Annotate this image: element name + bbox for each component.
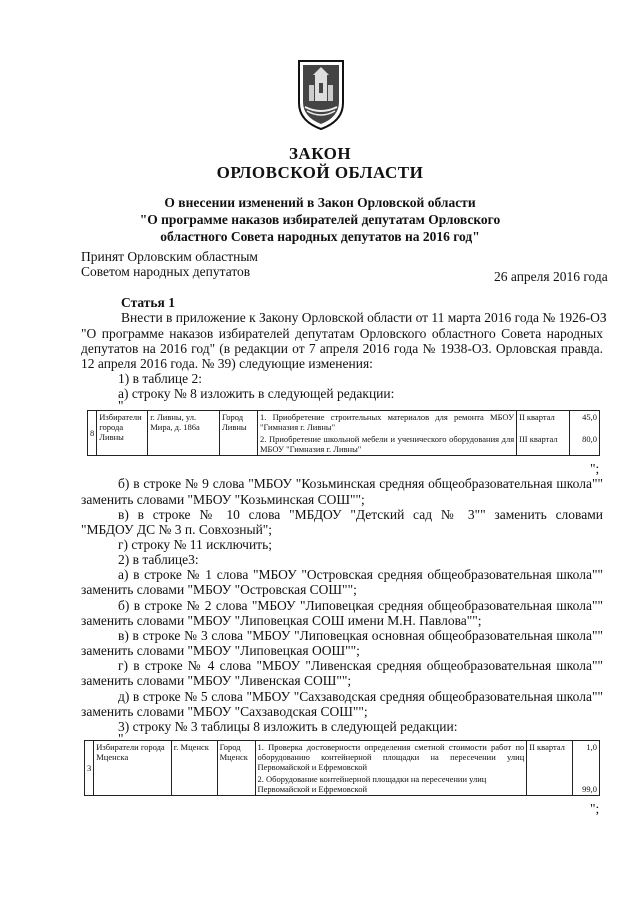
close-quote: ";: [590, 801, 600, 816]
text-line: 2) в таблице3:: [118, 552, 199, 567]
text-line: заменить словами "МБОУ "Островская СОШ"";: [81, 582, 357, 597]
text-line: б) в строке № 9 слова "МБОУ "Козьминская средняя общеобразовательная школа"": [118, 476, 603, 491]
article-line: 12 апреля 2016 года. № 39) следующие изменения:: [81, 356, 373, 371]
place-cell: Город Мценск: [217, 741, 255, 796]
amount-cell: 99,0: [573, 773, 600, 796]
law-title: ЗАКОН: [288, 144, 352, 163]
row-number: 3: [85, 741, 94, 796]
quarter-cell: II квартал: [517, 411, 570, 434]
place-cell: Город Ливны: [220, 411, 258, 456]
text-line: "МБДОУ ДС № 3 п. Совхозный";: [81, 522, 273, 537]
text-line: в) в строке № 3 слова "МБОУ "Липовецкая основная общеобразовательная школа"": [118, 628, 603, 643]
amount-cell: 80,0: [570, 433, 600, 456]
adoption-line-2: Советом народных депутатов: [81, 264, 251, 279]
text-line: заменить словами "МБОУ "Ливенская СОШ"";: [81, 673, 352, 688]
open-quote: ": [118, 398, 124, 413]
subtitle-line: областного Совета народных депутатов на 2016 год": [160, 229, 480, 244]
text-line: г) в строке № 4 слова "МБОУ "Ливенская средняя общеобразовательная школа"": [118, 658, 603, 673]
work-cell: 1. Проверка достоверности определения сметной стоимости работ по оборудованию контейнерной площадки на пересечении улиц Первомайской и Ефремовской: [255, 741, 527, 774]
article-line: Внести в приложение к Закону Орловской области от 11 марта 2016 года № 1926-ОЗ: [121, 310, 607, 325]
item-1a: а) строку № 8 изложить в следующей редакции:: [118, 386, 395, 401]
text-line: в) в строке № 10 слова "МБДОУ "Детский сад № 3"" заменить словами: [118, 507, 603, 522]
text-line: г) строку № 11 исключить;: [118, 537, 272, 552]
text-line: заменить словами "МБОУ "Козьминская СОШ"";: [81, 492, 365, 507]
article-line: депутатов на 2016 год" (в редакции от 7 апреля 2016 года № 1938-ОЗ. Орловская правда.: [81, 341, 603, 356]
voters-cell: Избиратели города Мценска: [94, 741, 172, 796]
article-line: "О программе наказов избирателей депутатам Орловского областного Совета народных: [81, 326, 603, 341]
text-line: 3) строку № 3 таблицы 8 изложить в следующей редакции:: [118, 719, 458, 734]
coat-of-arms-emblem: [293, 57, 349, 132]
work-cell: 2. Оборудование контейнерной площадки на пересечении улиц Первомайской и Ефремовской: [255, 773, 527, 796]
table-2-row-8: [87, 410, 600, 456]
quarter-cell: II квартал: [527, 741, 573, 774]
adoption-date: 26 апреля 2016 года: [494, 269, 608, 284]
law-subtitle: [60, 194, 580, 245]
text-line: а) в строке № 1 слова "МБОУ "Островская средняя общеобразовательная школа"": [118, 567, 603, 582]
row-number: 8: [88, 411, 97, 456]
address-cell: г. Ливны, ул. Мира, д. 186а: [148, 411, 220, 456]
quarter-cell: III квартал: [517, 433, 570, 456]
amount-cell: 45,0: [570, 411, 600, 434]
subtitle-line: "О программе наказов избирателей депутатам Орловского: [139, 212, 501, 227]
table-row: [88, 411, 600, 434]
table-row: [85, 741, 600, 774]
work-cell: 1. Приобретение строительных материалов для ремонта МБОУ "Гимназия г. Ливны": [258, 411, 517, 434]
adoption-line-1: Принят Орловским областным: [81, 249, 258, 264]
close-quote: ";: [590, 461, 600, 476]
item-1: 1) в таблице 2:: [118, 371, 203, 386]
work-cell: 2. Приобретение школьной мебели и ученического оборудования для МБОУ "Гимназия г. Ливны": [258, 433, 517, 456]
text-line: заменить словами "МБОУ "Липовецкая СОШ имени М.Н. Павлова"";: [81, 613, 482, 628]
open-quote: ": [118, 731, 124, 746]
subtitle-line: О внесении изменений в Закон Орловской области: [164, 195, 476, 210]
quarter-cell: [527, 773, 573, 796]
table-8-row-3: [84, 740, 600, 796]
law-region: ОРЛОВСКОЙ ОБЛАСТИ: [216, 163, 424, 182]
article-title: Статья 1: [121, 295, 175, 310]
voters-cell: Избиратели города Ливны: [97, 411, 148, 456]
text-line: заменить словами "МБОУ "Сахзаводская СОШ"";: [81, 704, 368, 719]
text-line: заменить словами "МБОУ "Липовецкая ООШ"";: [81, 643, 360, 658]
address-cell: г. Мценск: [171, 741, 217, 796]
text-line: б) в строке № 2 слова "МБОУ "Липовецкая средняя общеобразовательная школа"": [118, 598, 603, 613]
text-line: д) в строке № 5 слова "МБОУ "Сахзаводская средняя общеобразовательная школа"": [118, 689, 603, 704]
amount-cell: 1,0: [573, 741, 600, 774]
